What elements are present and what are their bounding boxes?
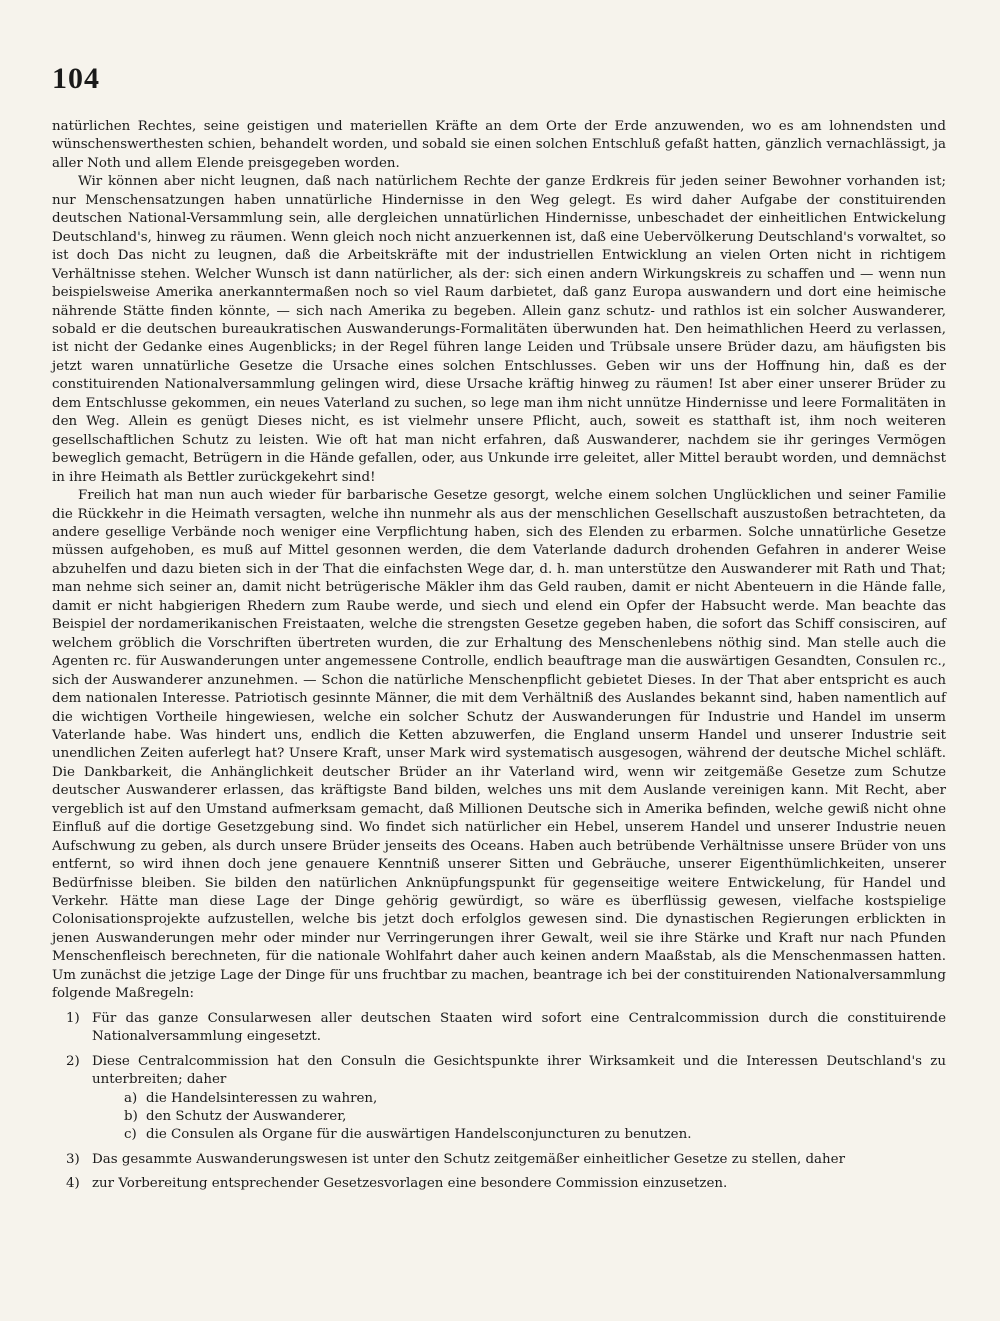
resolution-item bbox=[52, 1175, 946, 1193]
sub-letter: b) bbox=[124, 1109, 138, 1125]
paragraph: Freilich hat man nun auch wieder für barbarische Gesetze gesorgt, welche einem solchen Unglücklichen und seiner Familie die Rückkehr in die Heimath versagten, welche ihn nunmehr als aus der menschlichen Gesellschaft auszustoßen betrachteten, da andere gesellige Verbände noch weniger eine Verpflichtung haben, sich des Elenden zu erbarmen. Solche unnatürliche Gesetze müssen aufgehoben, es muß auf Mittel gesonnen werden, die dem Vaterlande dadurch drohenden Gefahren in anderer Weise abzuhelfen und dazu bieten sich in der That die einfachsten Wege dar, d. h. man unterstütze den Auswanderer mit Rath und That; man nehme sich seiner an, damit nicht betrügerische Mäkler ihm das Geld rauben, damit er nicht Abenteuern in die Hände falle, damit er nicht habgierigen Rhedern zum Raube werde, und siech und elend ein Opfer der Habsucht werde. Man beachte das Beispiel der nordamerikanischen Freistaaten, welche die strengsten Gesetze gegeben haben, die sofort das Schiff consisciren, auf welchem gröblich die Vorschriften übertreten wurden, die zur Erhaltung des Menschenlebens nöthig sind. Man stelle auch die Agenten rc. für Auswanderungen unter angemessene Controlle, endlich beauftrage man die auswärtigen Gesandten, Consulen rc., sich der Auswanderer anzunehmen. — Schon die natürliche Menschenpflicht gebietet Dieses. In der That aber entspricht es auch dem nationalen Interesse. Patriotisch gesinnte Männer, die mit dem Verhältniß des Auslandes bekannt sind, haben namentlich auf die wichtigen Vortheile hingewiesen, welche ein solcher Schutz der Auswanderungen für Industrie und Handel im unserm Vaterlande habe. Was hindert uns, endlich die Ketten abzuwerfen, die England unserm Handel und unserer Industrie seit unendlichen Zeiten auferlegt hat? Unsere Kraft, unser Mark wird systematisch ausgesogen, während der deutsche Michel schläft. Die Dankbarkeit, die Anhänglichkeit deutscher Brüder an ihr Vaterland wird, wenn wir zeitgemäße Gesetze zum Schutze deutscher Auswanderer erlassen, das kräftigste Band bilden, welches uns mit dem Auslande vereinigen kann. Mit Recht, aber vergeblich ist auf den Umstand aufmerksam gemacht, daß Millionen Deutsche sich in Amerika befinden, welche gewiß nicht ohne Einfluß auf die dortige Gesetzgebung sind. Wo findet sich natürlicher ein Hebel, unserem Handel und unserer Industrie neuen Aufschwung zu geben, als durch unsere Brüder jenseits des Oceans. Haben auch betrübende Verhältnisse unsere Brüder von uns entfernt, so wird ihnen doch jene genauere Kenntniß unserer Sitten und Gebräuche, unserer Eigenthümlichkeiten, unserer Bedürfnisse bleiben. Sie bilden den natürlichen Anknüpfungspunkt für gegenseitige weitere Entwickelung, für Handel und Verkehr. Hätte man diese Lage der Dinge gehörig gewürdigt, so wäre es überflüssig gewesen, vielfache kostspielige Colonisationsprojekte aufzustellen, welche bis jetzt doch erfolglos gewesen sind. Die dynastischen Regierungen erblickten in jenen Auswanderungen mehr oder minder nur Verringerungen ihrer Gewalt, weil sie ihre Stärke und Kraft nur nach Pfunden Menschenfleisch berechneten, für die nationale Wohlfahrt daher auch keinen andern Maaßstab, als die Menschenmassen hatten. Um zunächst die jetzige Lage der Dinge für uns fruchtbar zu machen, beantrage ich bei der constituirenden Nationalversammlung folgende Maßregeln: bbox=[52, 488, 946, 1002]
resolution-item bbox=[52, 1010, 946, 1047]
resolution-text: Das gesammte Auswanderungswesen ist unter den Schutz zeitgemäßer einheitlicher Gesetze zu stellen, daher bbox=[92, 1151, 845, 1167]
resolution-number: 4) bbox=[66, 1176, 80, 1192]
resolution-text: Für das ganze Consularwesen aller deutschen Staaten wird sofort eine Centralcommission durch die constituirende Nationalversammlung eingesetzt. bbox=[92, 1010, 946, 1045]
resolution-number: 1) bbox=[66, 1010, 80, 1026]
sub-item bbox=[92, 1090, 946, 1108]
body-text bbox=[52, 118, 946, 1194]
sub-text: die Handelsinteressen zu wahren, bbox=[146, 1090, 378, 1106]
sub-list bbox=[92, 1090, 946, 1145]
paragraph: Wir können aber nicht leugnen, daß nach natürlichem Rechte der ganze Erdkreis für jeden seiner Bewohner vorhanden ist; nur Menschensatzungen haben unnatürliche Hindernisse in den Weg gelegt. Es wird daher Aufgabe der constituirenden deutschen National-Versammlung sein, alle dergleichen unnatürlichen Hindernisse, unbeschadet der einheitlichen Entwickelung Deutschland's, hinweg zu räumen. Wenn gleich noch nicht anzuerkennen ist, daß eine Uebervölkerung Deutschland's vorwaltet, so ist doch Das nicht zu leugnen, daß die Arbeitskräfte mit der industriellen Entwicklung an vielen Orten nicht in richtigem Verhältnisse stehen. Welcher Wunsch ist dann natürlicher, als der: sich einen andern Wirkungskreis zu schaffen und — wenn nun beispielsweise Amerika anerkanntermaßen noch so viel Raum darbietet, daß ganz Europa auswandern und dort eine heimische nährende Stätte finden könnte, — sich nach Amerika zu begeben. Allein ganz schutz- und rathlos ist ein solcher Auswanderer, sobald er die deutschen bureaukratischen Auswanderungs-Formalitäten überwunden hat. Den heimathlichen Heerd zu verlassen, ist nicht der Gedanke eines Augenblicks; in der Regel führen lange Leiden und Trübsale unsere Brüder dazu, am häufigsten bis jetzt waren unnatürliche Gesetze die Ursache eines solchen Entschlusses. Geben wir uns der Hoffnung hin, daß es der constituirenden Nationalversammlung gelingen wird, diese Ursache kräftig hinweg zu räumen! Ist aber einer unserer Brüder zu dem Entschlusse gekommen, ein neues Vaterland zu suchen, so lege man ihm nicht unnütze Hindernisse und leere Formalitäten in den Weg. Allein es genügt Dieses nicht, es ist vielmehr unsere Pflicht, auch, soweit es statthaft ist, ihm noch weiteren gesellschaftlichen Schutz zu leisten. Wie oft hat man nicht erfahren, daß Auswanderer, nachdem sie ihr geringes Vermögen beweglich gemacht, Betrügern in die Hände gefallen, oder, aus Unkunde irre geleitet, aller Mittel beraubt worden, und demnächst in ihre Heimath als Bettler zurückgekehrt sind! bbox=[52, 174, 946, 485]
paragraph: natürlichen Rechtes, seine geistigen und materiellen Kräfte an dem Orte der Erde anzuwenden, wo es am lohnendsten und wünschenswerthesten schien, behandelt worden, und sobald sie einen solchen Entschluß gefaßt hatten, gänzlich vernachlässigt, ja aller Noth und allem Elende preisgegeben worden. bbox=[52, 119, 946, 171]
sub-letter: c) bbox=[124, 1127, 137, 1143]
resolution-item bbox=[52, 1151, 946, 1169]
sub-item bbox=[92, 1126, 946, 1144]
page-number: 104 bbox=[52, 62, 100, 95]
resolution-number: 2) bbox=[66, 1053, 80, 1069]
resolution-text: zur Vorbereitung entsprechender Gesetzesvorlagen eine besondere Commission einzusetzen. bbox=[92, 1176, 728, 1192]
resolutions-list bbox=[52, 1010, 946, 1194]
sub-text: die Consulen als Organe für die auswärtigen Handelsconjuncturen zu benutzen. bbox=[146, 1127, 692, 1143]
sub-text: den Schutz der Auswanderer, bbox=[146, 1109, 347, 1125]
resolution-number: 3) bbox=[66, 1151, 80, 1167]
sub-item bbox=[92, 1108, 946, 1126]
sub-letter: a) bbox=[124, 1090, 138, 1106]
resolution-item bbox=[52, 1053, 946, 1145]
resolution-text: Diese Centralcommission hat den Consuln die Gesichtspunkte ihrer Wirksamkeit und die Interessen Deutschland's zu unterbreiten; daher bbox=[92, 1053, 946, 1088]
